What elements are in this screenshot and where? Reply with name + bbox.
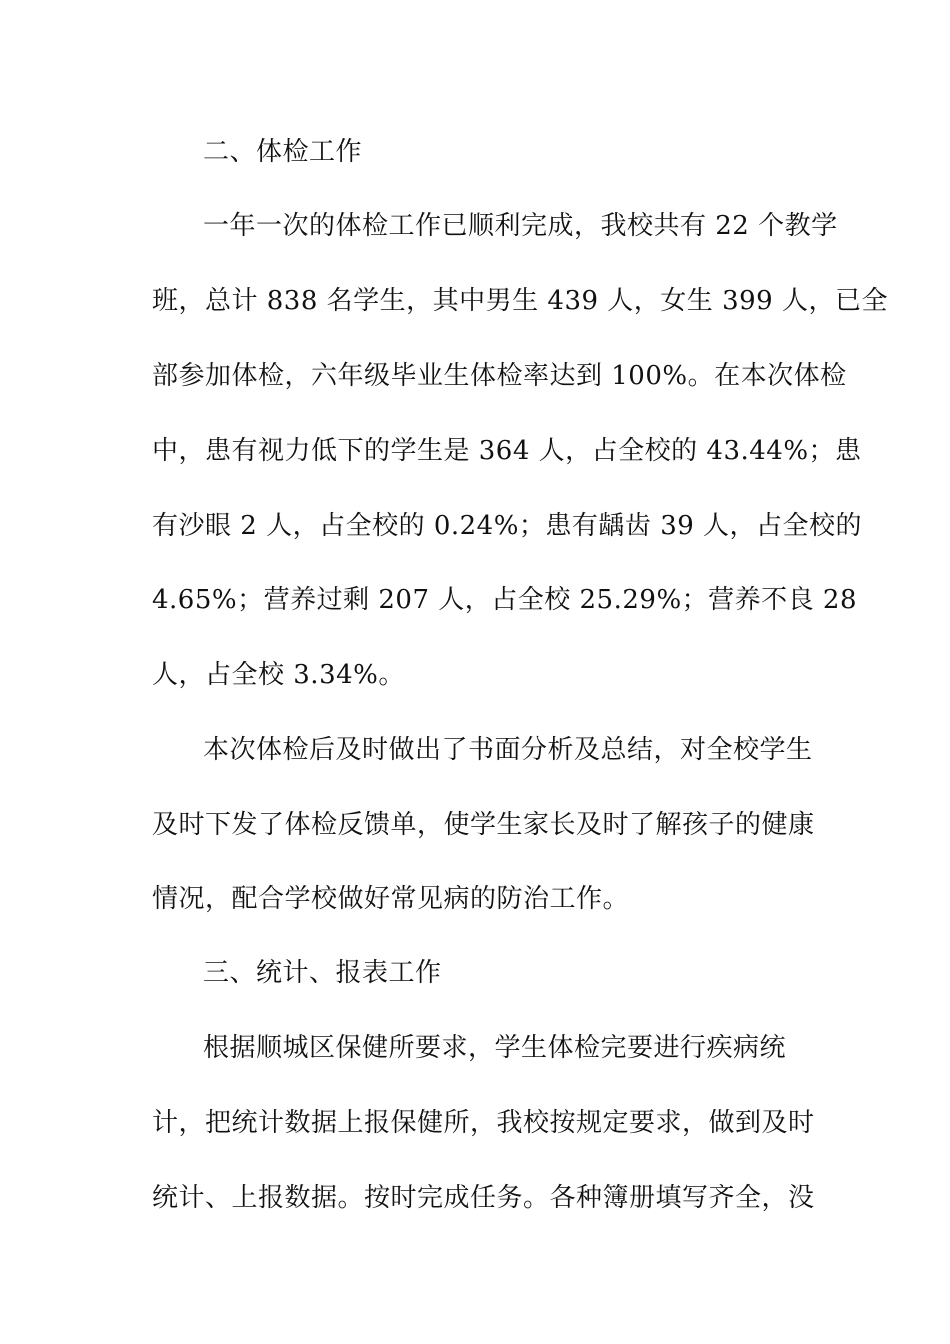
paragraph-line: 本次体检后及时做出了书面分析及总结，对全校学生 [203, 735, 813, 765]
paragraph-line: 统计、上报数据。按时完成任务。各种簿册填写齐全，没 [152, 1183, 815, 1213]
paragraph-line: 计，把统计数据上报保健所，我校按规定要求，做到及时 [152, 1108, 815, 1138]
paragraph-line: 部参加体检，六年级毕业生体检率达到 100%。在本次体检 [152, 361, 847, 391]
paragraph-line: 班，总计 838 名学生，其中男生 439 人，女生 399 人，已全 [152, 286, 888, 316]
paragraph-line: 及时下发了体检反馈单，使学生家长及时了解孩子的健康 [152, 810, 815, 840]
section-heading-statistics: 三、统计、报表工作 [203, 958, 442, 988]
paragraph-line: 4.65%；营养过剩 207 人，占全校 25.29%；营养不良 28 [152, 585, 858, 615]
paragraph-line: 情况，配合学校做好常见病的防治工作。 [152, 884, 630, 914]
paragraph-line: 中，患有视力低下的学生是 364 人，占全校的 43.44%；患 [152, 436, 862, 466]
paragraph-line: 根据顺城区保健所要求，学生体检完要进行疾病统 [203, 1033, 787, 1063]
paragraph-line: 有沙眼 2 人，占全校的 0.24%；患有龋齿 39 人，占全校的 [152, 511, 863, 541]
paragraph-line: 一年一次的体检工作已顺利完成，我校共有 22 个教学 [203, 211, 838, 241]
section-heading-physical-exam: 二、体检工作 [203, 137, 363, 167]
paragraph-line: 人，占全校 3.34%。 [152, 660, 405, 690]
